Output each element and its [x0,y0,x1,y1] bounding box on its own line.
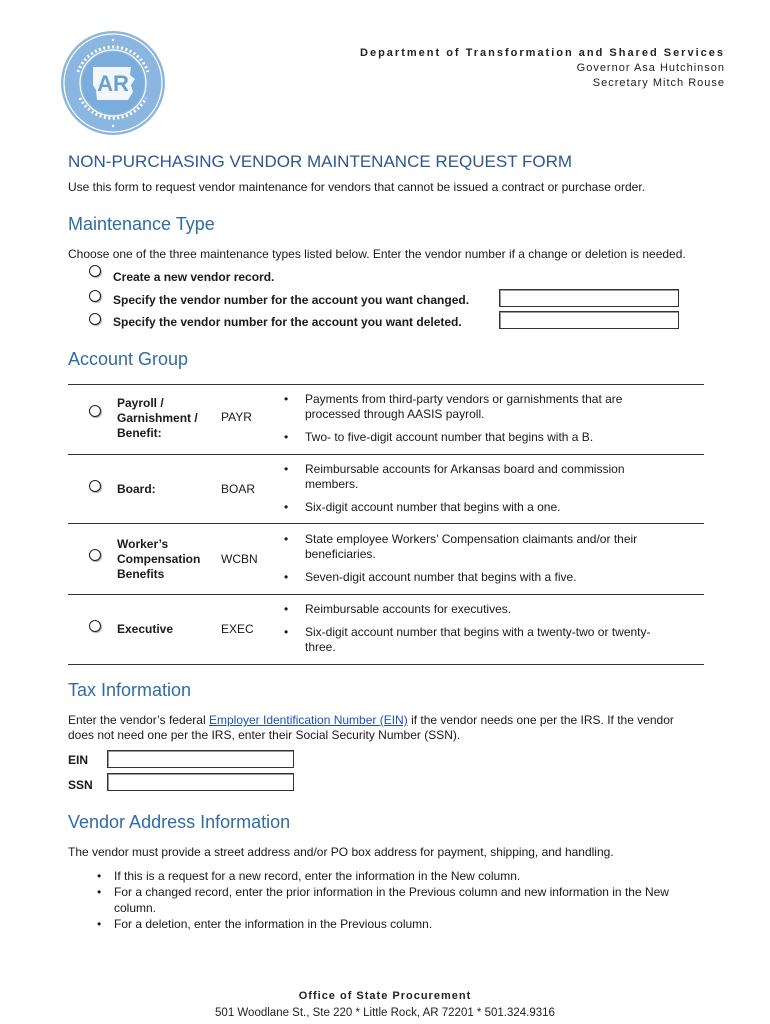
list-item: • For a deletion, enter the information in the Previous column. [92,916,702,932]
account-code: WCBN [221,552,258,566]
account-notes [284,532,664,585]
agency-seal-logo [60,30,166,136]
account-code: EXEC [221,622,254,636]
account-group-heading: Account Group [68,349,189,369]
account-row-board [68,454,704,523]
radio-delete-vendor[interactable] [89,313,101,325]
vendor-address-bullets [92,868,702,932]
form-intro: Use this form to request vendor maintenance for vendors that cannot be issued a contract or purchase order. [68,180,645,194]
account-notes [284,392,664,445]
account-code: PAYR [221,410,252,424]
governor-name: Governor Asa Hutchinson [576,62,725,74]
ssn-label: SSN [68,778,93,792]
tax-instructions [68,713,688,743]
list-item: • If this is a request for a new record, enter the information in the New column. [92,868,702,884]
ein-link[interactable]: Employer Identification Number (EIN) [208,713,408,727]
account-note: • Seven-digit account number that begins with a five. [284,570,664,585]
radio-account-board[interactable] [89,480,101,492]
option-create-label: Create a new vendor record. [113,270,275,284]
footer-address: 501 Woodlane St., Ste 220 * Little Rock, AR 72201 * 501.324.9316 [215,1007,555,1019]
account-note: • Reimbursable accounts for executives. [284,602,664,617]
account-note: • Two- to five-digit account number that begins with a B. [284,430,664,445]
tax-text-before: Enter the vendor’s federal [68,713,209,727]
account-note: • Reimbursable accounts for Arkansas board and commission members. [284,462,664,492]
account-note: • State employee Workers’ Compensation claimants and/or their beneficiaries. [284,532,664,562]
maintenance-type-heading: Maintenance Type [68,214,215,234]
account-notes [284,462,664,515]
account-name: Payroll / Garnishment / Benefit: [117,396,198,440]
agency-header [360,46,725,91]
vendor-address-heading: Vendor Address Information [68,812,291,832]
account-name: Board: [117,482,156,496]
maintenance-instructions: Choose one of the three maintenance types listed below. Enter the vendor number if a change or deletion is needed. [68,247,686,261]
tax-text-after: if the vendor needs one per the IRS. If the vendor does not need one per the IRS, enter their Social Security Number (SSN). [68,713,674,742]
svg-text:AR: AR [97,71,129,96]
deleted-vendor-number-field[interactable] [499,311,679,329]
ssn-field[interactable] [107,773,294,791]
list-item: • For a changed record, enter the prior information in the Previous column and new information in the New column. [92,884,702,916]
account-row-payroll [68,384,704,454]
radio-account-payroll[interactable] [89,405,101,417]
radio-account-executive[interactable] [89,620,101,632]
radio-change-vendor[interactable] [89,290,101,302]
account-note: • Six-digit account number that begins with a twenty-two or twenty-three. [284,625,664,655]
radio-create-vendor[interactable] [89,265,101,277]
account-name: Worker’s Compensation Benefits [117,537,201,581]
option-change-label: Specify the vendor number for the account you want changed. [113,293,470,307]
secretary-name: Secretary Mitch Rouse [592,77,725,89]
option-delete-label: Specify the vendor number for the account you want deleted. [113,315,462,329]
account-note: • Payments from third-party vendors or garnishments that are processed through AASIS payroll. [284,392,664,422]
account-note: • Six-digit account number that begins with a one. [284,500,664,515]
account-notes [284,602,664,655]
account-row-executive [68,594,704,665]
account-row-workers-comp [68,523,704,594]
account-group-table [68,384,704,665]
footer-office: Office of State Procurement [298,990,472,1002]
tax-information-heading: Tax Information [68,680,192,700]
account-name: Executive [117,622,174,636]
account-code: BOAR [221,482,256,496]
changed-vendor-number-field[interactable] [499,289,679,307]
vendor-address-intro: The vendor must provide a street address and/or PO box address for payment, shipping, and handling. [68,845,614,859]
form-title: NON-PURCHASING VENDOR MAINTENANCE REQUEST FORM [68,152,573,171]
department-name: Department of Transformation and Shared Services [360,47,725,59]
ein-field[interactable] [107,750,294,768]
radio-account-workers-comp[interactable] [89,549,101,561]
ein-label: EIN [68,753,89,767]
